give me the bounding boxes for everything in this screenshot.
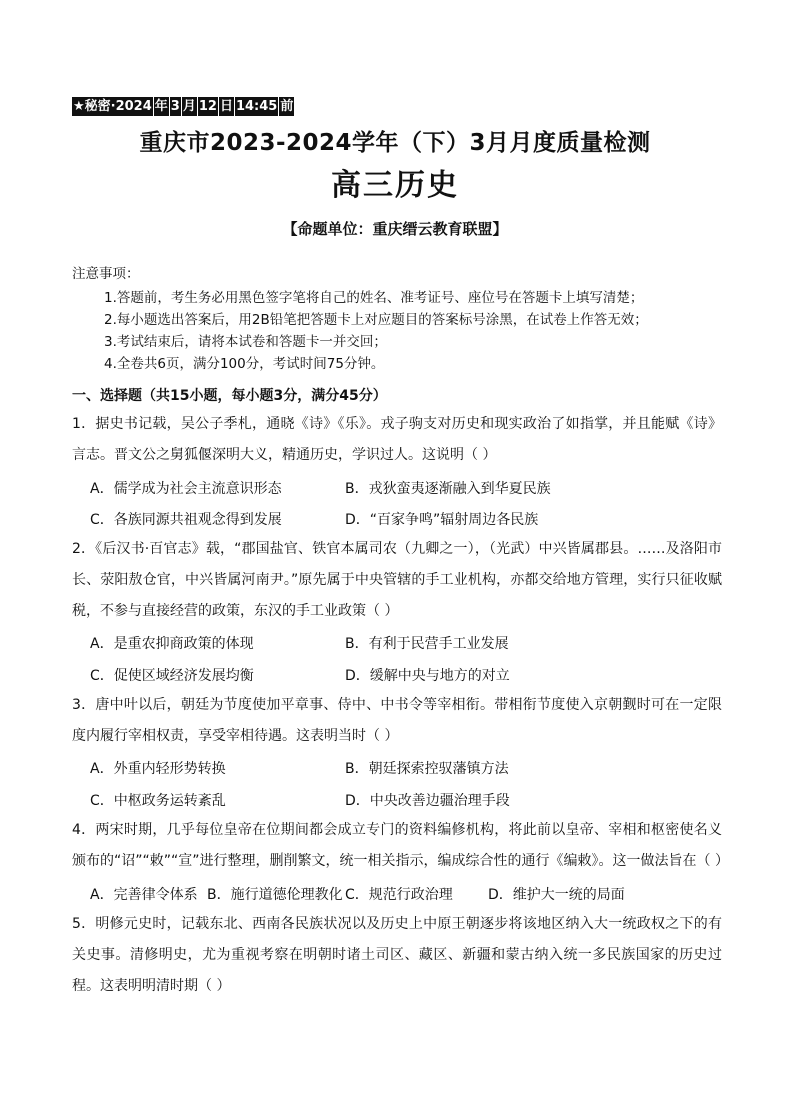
option: D．“百家争鸣”辐射周边各民族 xyxy=(345,512,539,528)
secret-seg: 月 xyxy=(182,98,196,114)
secret-seg: ★秘密·2024 xyxy=(73,98,152,114)
option: C．中枢政务运转紊乱 xyxy=(90,793,226,809)
option: A．完善律令体系 xyxy=(90,887,198,903)
secret-seg: 14:45 xyxy=(235,98,278,114)
secret-seg: 年 xyxy=(154,98,168,114)
secret-seg: 3 xyxy=(170,98,180,114)
option: C．各族同源共祖观念得到发展 xyxy=(90,512,282,528)
notice-item: 3.考试结束后，请将本试卷和答题卡一并交回； xyxy=(104,334,387,350)
exam-subject: 高三历史 xyxy=(331,168,459,203)
notice-item: 4.全卷共6页，满分100分，考试时间75分钟。 xyxy=(104,356,385,372)
question-stem: 4．两宋时期，几乎每位皇帝在位期间都会成立专门的资料编修机构，将此前以皇帝、宰相和枢密使名义颁布的“诏”“敕”“宣”进行整理，删削繁文，统一相关指示，编成综合性的通行《编敕》。这一做法旨在（ ） xyxy=(72,822,729,869)
secret-seg: 日 xyxy=(219,98,233,114)
notice-heading: 注意事项： xyxy=(72,266,140,282)
notice-item: 1.答题前，考生务必用黑色签字笔将自己的姓名、准考证号、座位号在答题卡上填写清楚； xyxy=(104,290,644,306)
option: B．朝廷探索控驭藩镇方法 xyxy=(345,761,509,777)
option: B．有利于民营手工业发展 xyxy=(345,636,509,652)
exam-title: 重庆市2023-2024学年（下）3月月度质量检测 xyxy=(139,130,651,156)
section-heading: 一、选择题（共15小题，每小题3分，满分45分） xyxy=(72,388,387,404)
option: B．戎狄蛮夷逐渐融入到华夏民族 xyxy=(345,481,551,497)
option: B．施行道德伦理教化 xyxy=(207,887,343,903)
question-stem: 1．据史书记载，吴公子季札，通晓《诗》《乐》。戎子驹支对历史和现实政治了如指掌，并且能赋《诗》言志。晋文公之舅狐偃深明大义，精通历史，学识过人。这说明（ ） xyxy=(72,416,722,463)
option: D．维护大一统的局面 xyxy=(488,887,625,903)
option: D．缓解中央与地方的对立 xyxy=(345,668,510,684)
confidential-stamp xyxy=(72,96,295,116)
notice-item: 2.每小题选出答案后，用2B铅笔把答题卡上对应题目的答案标号涂黑，在试卷上作答无效； xyxy=(104,312,648,328)
question-stem: 2．《后汉书·百官志》载，“郡国盐官、铁官本属司农（九卿之一），（光武）中兴皆属郡县。……及洛阳市长、荥阳敖仓官，中兴皆属河南尹。”原先属于中央管辖的手工业机构，亦都交给地方管理，实行只征收赋税，不参与直接经营的政策，东汉的手工业政策（ ） xyxy=(72,541,722,619)
question-stem: 3．唐中叶以后，朝廷为节度使加平章事、侍中、中书令等宰相衔。带相衔节度使入京朝觐时可在一定限度内履行宰相权责，享受宰相待遇。这表明当时（ ） xyxy=(72,697,722,744)
secret-seg: 12 xyxy=(198,98,217,114)
issuing-unit: 【命题单位：重庆缙云教育联盟】 xyxy=(282,220,508,238)
secret-seg: 前 xyxy=(280,98,294,114)
option: D．中央改善边疆治理手段 xyxy=(345,793,510,809)
option: A．儒学成为社会主流意识形态 xyxy=(90,481,282,497)
option: C．促使区域经济发展均衡 xyxy=(90,668,254,684)
option: A．外重内轻形势转换 xyxy=(90,761,226,777)
option: C．规范行政治理 xyxy=(345,887,453,903)
question-stem: 5．明修元史时，记载东北、西南各民族状况以及历史上中原王朝逐步将该地区纳入大一统政权之下的有关史事。清修明史，尤为重视考察在明朝时诸土司区、藏区、新疆和蒙古纳入统一多民族国家的历史过程。这表明明清时期（ ） xyxy=(72,916,722,994)
option: A．是重农抑商政策的体现 xyxy=(90,636,254,652)
